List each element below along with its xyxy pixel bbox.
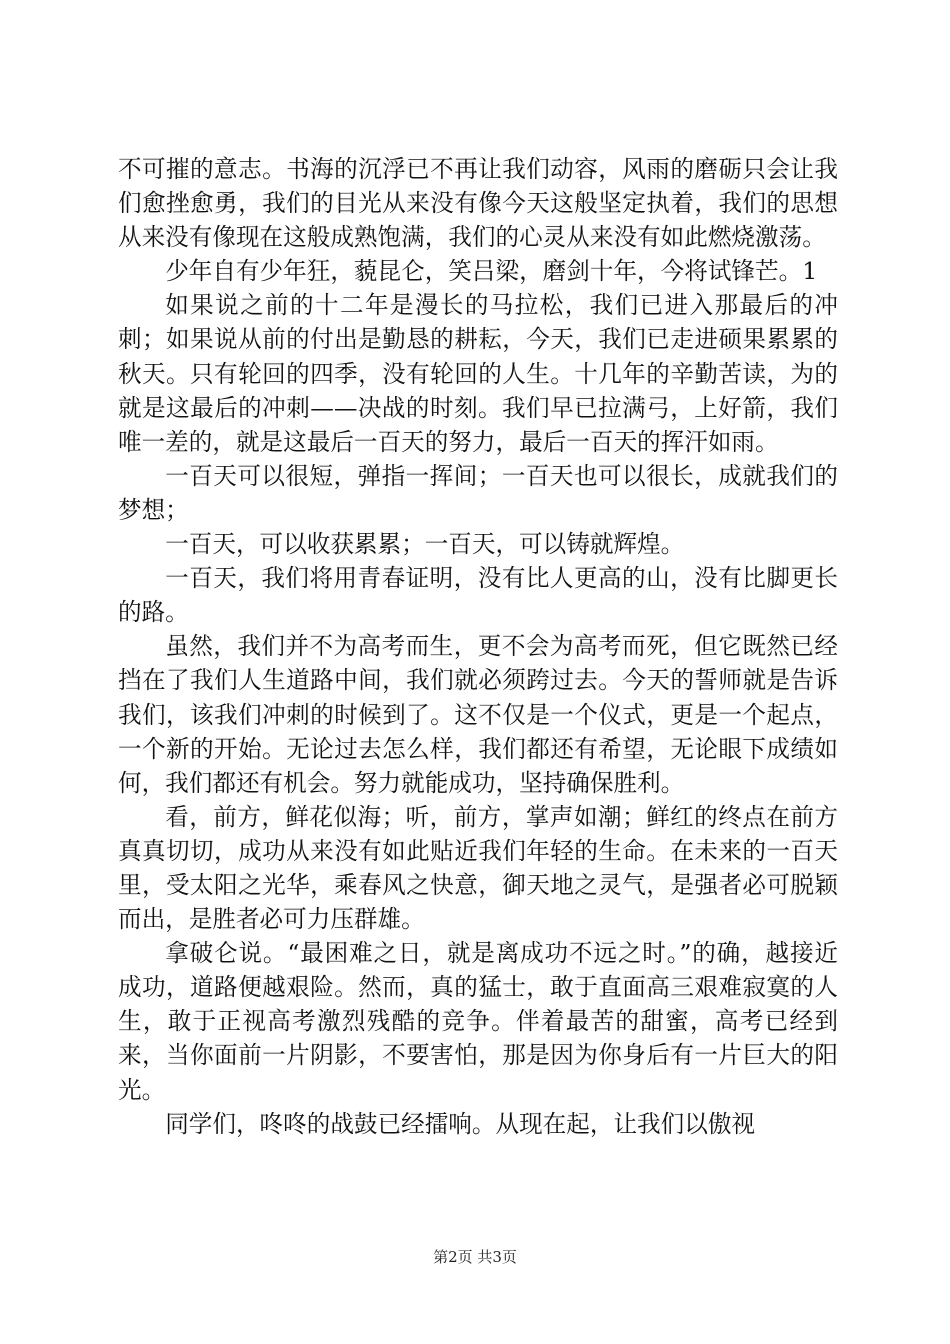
paragraph: 看，前方，鲜花似海；听，前方，掌声如潮；鲜红的终点在前方真真切切，成功从来没有如此贴近我们年轻的生命。在未来的一百天里，受太阳之光华，乘春风之快意，御天地之灵气，是强者必可脱颖而出，是胜者必可力压群雄。	[118, 802, 838, 934]
paragraph: 拿破仑说。“最困难之日，就是离成功不远之时。”的确，越接近成功，道路便越艰险。然而，真的猛士，敢于直面高三艰难寂寞的人生，敢于正视高考激烈残酷的竞争。伴着最苦的甜蜜，高考已经到来，当你面前一片阴影，不要害怕，那是因为你身后有一片巨大的阳光。	[118, 939, 838, 1104]
page-footer: 第2页 共3页	[433, 1248, 517, 1266]
paragraph: 一百天可以很短，弹指一挥间；一百天也可以很长，成就我们的梦想；	[118, 461, 838, 524]
paragraph: 一百天，我们将用青春证明，没有比人更高的山，没有比脚更长的路。	[118, 564, 838, 627]
paragraph: 同学们，咚咚的战鼓已经擂响。从现在起，让我们以傲视	[165, 1109, 756, 1138]
paragraph: 如果说之前的十二年是漫长的马拉松，我们已进入那最后的冲刺；如果说从前的付出是勤恳的耕耘，今天，我们已走进硕果累累的秋天。只有轮回的四季，没有轮回的人生。十几年的辛勤苦读，为的就是这最后的冲刺——决战的时刻。我们早已拉满弓，上好箭，我们唯一差的，就是这最后一百天的努力，最后一百天的挥汗如雨。	[118, 291, 838, 456]
paragraph: 少年自有少年狂，藐昆仑，笑吕梁，磨剑十年，今将试锋芒。1	[165, 257, 818, 286]
paragraph: 一百天，可以收获累累；一百天，可以铸就辉煌。	[165, 530, 685, 559]
body-text	[118, 152, 838, 1141]
paragraph: 虽然，我们并不为高考而生，更不会为高考而死，但它既然已经挡在了我们人生道路中间，我们就必须跨过去。今天的誓师就是告诉我们，该我们冲刺的时候到了。这不仅是一个仪式，更是一个起点，一个新的开始。无论过去怎么样，我们都还有希望，无论眼下成绩如何，我们都还有机会。努力就能成功，坚持确保胜利。	[118, 632, 838, 797]
paragraph-continued: 不可摧的意志。书海的沉浮已不再让我们动容，风雨的磨砺只会让我们愈挫愈勇，我们的目光从来没有像今天这般坚定执着，我们的思想从来没有像现在这般成熟饱满，我们的心灵从来没有如此燃烧激荡。	[118, 155, 838, 252]
